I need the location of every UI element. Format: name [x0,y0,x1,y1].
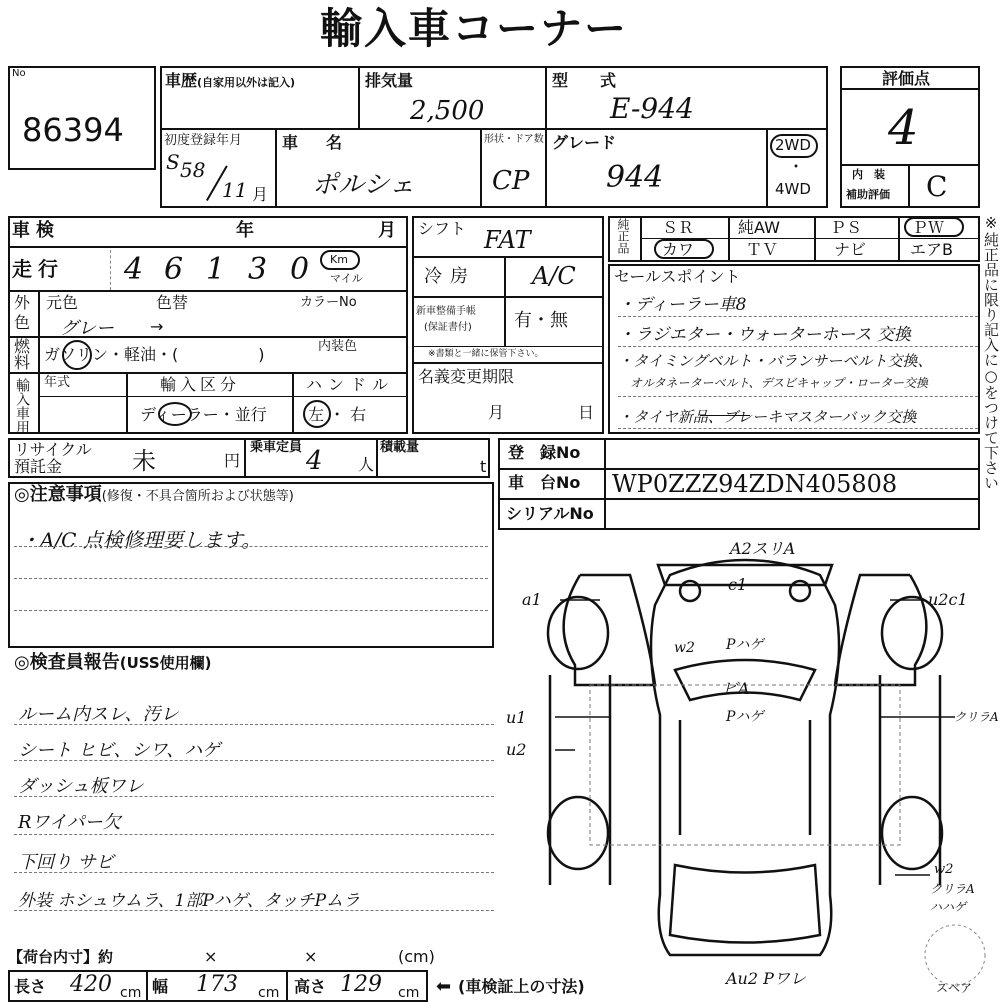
shift-value: FAT [484,226,531,254]
import-type-value: ディーラー・並行 [140,405,267,424]
handle-label: ハンドル [306,375,395,394]
ac-value: A/C [532,262,576,290]
car-diagram [500,535,990,990]
recycle-label-1: リサイクル [14,440,92,459]
name-change-day: 日 [578,403,595,422]
first-reg-month: 11 [222,178,248,202]
cargo-unit: (cm) [398,947,435,966]
score-label: 評価点 [882,69,931,88]
color-side-1: 外 [14,293,31,312]
length-value: 420 [70,972,112,997]
caution-label: ◎注意事項(修復・不具合箇所および状態等) [14,484,294,505]
capacity-label: 乗車定員 [250,440,303,455]
manual-label-1: 新車整備手帳 [416,306,476,317]
cargo-x2: × [304,947,318,966]
diagram-rear2: クリラA [930,882,975,896]
chassis-label: 車 台No [508,473,581,492]
handle-left-circle [303,400,331,428]
grade-label: グレード [552,133,617,152]
first-reg-month-unit: 月 [252,185,269,204]
spare-tire [925,925,985,985]
color-code-label: カラーNo [300,295,357,310]
serial-label: シリアルNo [506,504,594,523]
mileage-digit: 6 [164,252,184,287]
dimensions-arrow: ⬅ [436,976,452,997]
import-type-label: 輸入区分 [160,375,241,394]
mileage-digit: 0 [290,252,310,287]
model-value: E-944 [610,92,694,125]
diagram-p1: Pハゲ [726,637,764,653]
inspector-line: シート ヒビ、シワ、ハゲ [18,740,221,761]
caution-line: ・A/C 点検修理要します。 [20,528,262,552]
width-unit: cm [258,985,280,1001]
color-change-label: 色替 [156,293,189,312]
first-reg-era: S [166,150,180,174]
right-front-wheel [882,797,942,869]
inspector-line: Rワイパー欠 [18,812,121,833]
diagram-u2c1: u2c1 [928,590,968,609]
recycle-value: 未 [132,447,156,475]
drive-dot: ・ [788,157,805,176]
fuel-options: ガソリン・軽油・( ) [44,345,265,364]
equipment-item: ＴＶ [746,240,779,259]
width-label: 幅 [152,977,169,996]
inspector-line: ダッシュ板ワレ [18,776,144,797]
diagram-c1: c1 [728,575,748,594]
cargo-label: 【荷台内寸】約 [8,948,114,966]
equipment-side-label: 純正品 [616,218,630,254]
car-front-end [670,865,820,943]
car-name-label: 車 名 [282,133,349,152]
diagram-rear1: w2 [934,862,954,877]
equipment-kawa-circle [654,239,714,259]
ac-label: 冷房 [424,266,476,287]
car-name-value: ポルシェ [312,170,415,200]
body-value: CP [492,166,530,196]
color-side-2: 色 [14,313,31,332]
sales-point-line: ・ラジエター・ウォーターホース 交換 [618,325,911,345]
left-rear-wheel [548,597,608,669]
sales-point-line: ・ディーラー車8 [618,295,747,315]
handle-value: 左 ・ 右 [308,405,367,424]
diagram-w2: w2 [674,640,695,656]
height-unit: cm [398,985,420,1001]
shaken-label: 車検 [12,220,60,241]
interior-label-2: 補助評価 [846,188,890,201]
shaken-month: 月 [378,220,396,241]
lot-label: No [12,68,26,79]
sales-point-line: ・タイミングベルト・バランサーベルト交換、 [618,352,933,370]
length-unit: cm [120,985,142,1001]
name-change-label: 名義変更期限 [418,367,515,386]
mileage-unit-km: Km [330,253,348,266]
mileage-digit: 3 [248,252,268,287]
fuel-selected-circle [62,340,92,370]
equipment-item: ＰＷ [912,218,945,237]
page-title: 輸入車コーナー [320,4,629,53]
displacement-value: 2,500 [410,96,485,126]
fuel-side-1: 燃 [14,337,31,356]
car-hood-lines [680,720,810,835]
interior-value: C [926,170,948,203]
manual-note: ※書類と一緒に保管下さい。 [428,349,544,359]
grade-value: 944 [606,160,664,195]
drive-2wd: 2WD [775,136,811,154]
interior-label-1: 内 装 [852,168,885,181]
capacity-unit: 人 [358,455,375,474]
color-orig-label: 元色 [46,293,79,312]
color-arrow: → [150,317,164,336]
right-side [880,675,940,885]
diagram-bia: ビA [722,679,750,698]
import-side-label: 輸入車用 [14,378,30,434]
mileage-unit-mile: マイル [330,272,363,285]
fuel-side-2: 料 [14,353,31,372]
body-label: 形状・ドア数 [484,134,544,145]
recycle-unit: 円 [224,451,241,470]
mileage-digit: 4 [124,252,144,287]
diagram-rear3: ハハゲ [930,900,967,914]
first-reg-year: 58 [180,158,206,182]
load-label: 積載量 [380,440,420,455]
import-type-circle [158,402,192,426]
lot-number: 86394 [22,111,124,149]
equipment-item: ＰＳ [830,218,863,237]
inspector-line: 下回り サビ [18,852,114,873]
capacity-value: 4 [306,446,323,476]
sales-point-line: オルタネーターベルト、デスビキャップ・ローター交換 [618,376,928,390]
height-value: 129 [340,972,382,997]
color-value: グレー [60,318,114,339]
left-front-wheel [548,797,608,869]
chassis-value: WP0ZZZ94ZDN405808 [612,470,898,498]
diagram-front: A2スリA [730,539,796,558]
length-label: 長さ [14,977,47,996]
shaken-year: 年 [236,220,254,241]
mileage-digit: 1 [206,252,226,287]
sales-point-line: ・タイヤ新品、ブレーキマスターバック交換 [618,408,917,426]
diagram-spare: スペア [936,981,973,995]
diagram-u2: u2 [506,740,527,759]
import-year-label: 年式 [44,375,71,390]
score-value: 4 [888,100,919,156]
sales-points-label: セールスポイント [614,267,741,286]
diagram-a1: a1 [522,590,542,609]
mileage-label: 走行 [12,257,64,281]
drive-4wd: 4WD [775,180,811,198]
equipment-item: 純AW [738,218,780,237]
equipment-item: エアB [910,240,953,259]
diagram-p2: Pハゲ [726,709,764,725]
left-side [550,675,610,885]
diagram-kurira: クリラA [954,710,999,724]
dimensions-note: (車検証上の寸法) [458,977,585,996]
inspector-label: ◎検査員報告(USS使用欄) [14,652,212,673]
interior-color-label: 内装色 [318,339,358,354]
equipment-item: ナビ [834,240,867,259]
mileage-digits [110,250,320,288]
width-value: 173 [196,972,238,997]
side-note: ※純正品に限り記入に○をつけて下さい [982,214,1000,490]
inspector-line: ルーム内スレ、汚レ [18,704,179,725]
diagram-bottom: Au2 Pワレ [726,969,806,988]
shift-label: シフト [418,219,467,238]
equipment-item: ＳＲ [662,218,695,237]
height-label: 高さ [294,977,327,996]
load-unit: t [480,457,487,476]
equipment-item: カワ [662,240,695,259]
displacement-label: 排気量 [365,71,414,90]
model-label: 型 式 [552,71,625,90]
first-reg-label: 初度登録年月 [164,133,243,148]
cargo-x1: × [204,947,218,966]
equipment-pw-circle [904,217,964,237]
name-change-month: 月 [488,403,505,422]
inspector-line: 外装 ホシュウムラ、1部Pハゲ、タッチPムラ [18,891,361,911]
recycle-label-2: 預託金 [14,457,63,476]
history-label: 車歴(自家用以外は記入) [165,71,296,90]
reg-no-label: 登 録No [508,443,581,462]
diagram-u1: u1 [506,708,527,727]
caution-box [8,482,494,648]
manual-label-2: (保証書付) [424,322,472,333]
manual-options: 有・無 [514,310,568,331]
